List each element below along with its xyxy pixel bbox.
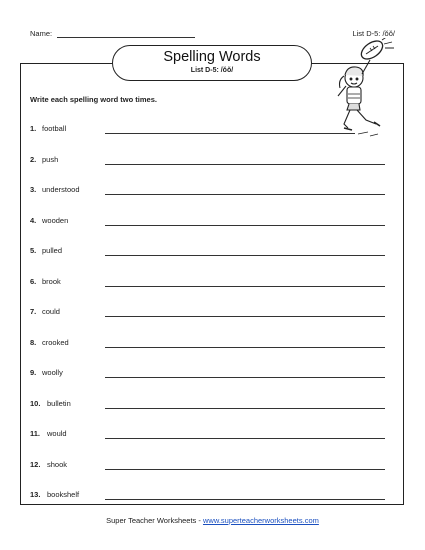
word-number: 3. (30, 185, 37, 194)
word-row (30, 490, 390, 502)
footer (0, 516, 425, 525)
word-row (30, 399, 390, 411)
spelling-word: woolly (42, 368, 63, 377)
answer-line-1[interactable] (105, 164, 270, 165)
word-row (30, 124, 390, 136)
word-number: 11. (30, 429, 41, 438)
answer-line-2[interactable] (252, 316, 385, 317)
word-number: 12. (30, 459, 41, 469)
word-row (30, 338, 390, 350)
spelling-word: push (42, 154, 59, 164)
answer-line-2[interactable] (252, 408, 385, 409)
answer-line-1[interactable] (105, 286, 270, 287)
spelling-word: crooked (42, 337, 69, 347)
answer-line-2[interactable] (252, 347, 385, 348)
answer-line-1[interactable] (105, 347, 270, 348)
answer-line-1[interactable] (105, 133, 270, 134)
answer-line-2[interactable] (252, 499, 385, 500)
spelling-word: shook (47, 459, 68, 469)
word-number: 6. (30, 276, 37, 286)
word-row (30, 155, 390, 167)
spelling-word: bulletin (47, 398, 71, 408)
answer-line-2[interactable] (252, 164, 385, 165)
answer-line-2[interactable] (252, 255, 385, 256)
word-number: 2. (30, 154, 37, 164)
title-box (112, 45, 312, 81)
spelling-word: wooden (42, 215, 69, 225)
word-number: 8. (30, 337, 37, 347)
name-label: Name: (30, 29, 53, 38)
answer-line-1[interactable] (105, 499, 270, 500)
answer-line-2[interactable] (252, 469, 385, 470)
name-row (30, 29, 195, 38)
list-corner-label: List D-5: /ŏŏ/ (352, 29, 395, 38)
answer-line-1[interactable] (105, 194, 270, 195)
word-row (30, 246, 390, 258)
football-icon (358, 38, 394, 63)
footer-text: Super Teacher Worksheets - (106, 516, 203, 525)
word-number: 9. (30, 368, 37, 377)
page-subtitle: List D-5: /ŏŏ/ (190, 67, 234, 74)
word-number: 4. (30, 215, 37, 225)
answer-line-1[interactable] (105, 469, 270, 470)
spelling-word: brook (42, 276, 61, 286)
spelling-word: would (47, 429, 67, 438)
answer-line-2[interactable] (252, 225, 385, 226)
spelling-word: understood (42, 185, 80, 194)
answer-line-1[interactable] (105, 255, 270, 256)
word-number: 13. (30, 490, 41, 499)
answer-line-1[interactable] (105, 377, 270, 378)
answer-line-2[interactable] (252, 286, 385, 287)
word-number: 7. (30, 307, 37, 316)
word-row (30, 307, 390, 319)
word-row (30, 429, 390, 441)
spelling-word: pulled (42, 246, 63, 255)
footer-link[interactable]: www.superteacherworksheets.com (202, 516, 319, 525)
spelling-word: bookshelf (47, 490, 80, 499)
word-row (30, 460, 390, 472)
answer-line-2[interactable] (252, 133, 355, 134)
instructions: Write each spelling word two times. (30, 95, 157, 104)
word-row (30, 185, 390, 197)
answer-line-1[interactable] (105, 408, 270, 409)
answer-line-2[interactable] (252, 377, 385, 378)
answer-line-2[interactable] (252, 438, 385, 439)
answer-line-1[interactable] (105, 316, 270, 317)
answer-line-1[interactable] (105, 438, 270, 439)
word-number: 5. (30, 246, 37, 255)
word-number: 10. (30, 398, 41, 408)
word-row (30, 216, 390, 228)
spelling-word: could (42, 307, 60, 316)
word-row (30, 368, 390, 380)
word-row (30, 277, 390, 289)
spelling-word: football (42, 124, 67, 133)
answer-line-2[interactable] (252, 194, 385, 195)
page-title: Spelling Words (163, 49, 261, 65)
answer-line-1[interactable] (105, 225, 270, 226)
name-field[interactable] (57, 30, 195, 38)
word-number: 1. (30, 124, 37, 133)
